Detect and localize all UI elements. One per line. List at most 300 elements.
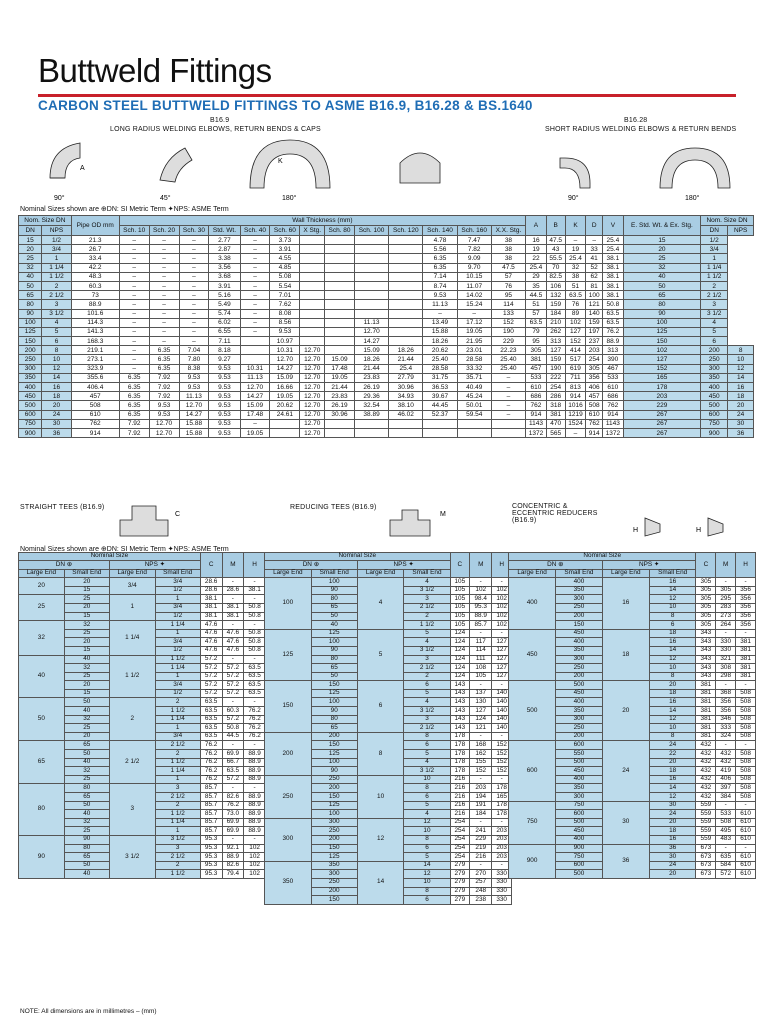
table-row bbox=[19, 428, 754, 437]
table-cell: 90 bbox=[19, 309, 42, 318]
table-cell: 47.6 bbox=[200, 646, 222, 655]
table-cell: – bbox=[179, 318, 209, 327]
table-cell: 406.4 bbox=[71, 383, 119, 392]
c-header: C bbox=[696, 553, 716, 578]
table-row bbox=[19, 835, 266, 844]
table-cell: 38.10 bbox=[389, 401, 423, 410]
table-row bbox=[19, 392, 754, 401]
table-cell: 81 bbox=[586, 281, 603, 290]
table-cell: - bbox=[716, 844, 736, 853]
table-cell: 42.2 bbox=[71, 263, 119, 272]
table-row bbox=[19, 281, 754, 290]
table-cell: 39.67 bbox=[423, 392, 457, 401]
table-cell: 100 bbox=[586, 291, 603, 300]
table-cell: 1 1/4 bbox=[701, 263, 728, 272]
table-cell: 114.3 bbox=[71, 318, 119, 327]
table-cell: 100 bbox=[623, 318, 700, 327]
table-cell bbox=[389, 281, 423, 290]
table-cell: 900 bbox=[19, 428, 42, 437]
table-cell: - bbox=[736, 681, 756, 690]
table-cell: 5 bbox=[701, 327, 728, 336]
small-end-header: Small End bbox=[155, 569, 200, 577]
table-cell: 18 bbox=[649, 827, 696, 836]
table-cell: 124 bbox=[470, 715, 492, 724]
table-cell: 89 bbox=[565, 309, 586, 318]
std-label-b169: B16.9 bbox=[210, 117, 230, 124]
table-cell: 750 bbox=[509, 801, 556, 844]
table-cell: 88.9 bbox=[244, 775, 266, 784]
table-cell: 76 bbox=[491, 281, 525, 290]
table-cell: 350 bbox=[556, 707, 603, 716]
table-cell bbox=[325, 300, 355, 309]
table-cell: - bbox=[470, 732, 492, 741]
table-cell: 20 bbox=[602, 681, 649, 741]
table-cell: 3/4 bbox=[155, 681, 200, 690]
table-cell: 300 bbox=[556, 655, 603, 664]
table-cell: 508 bbox=[736, 689, 756, 698]
table-cell: 432 bbox=[696, 767, 716, 776]
table-cell: 3 bbox=[155, 844, 200, 853]
table-cell bbox=[389, 236, 423, 245]
table-cell: 200 bbox=[311, 784, 357, 793]
table-cell: 6 bbox=[404, 793, 450, 802]
table-cell bbox=[240, 355, 270, 364]
table-cell: 12 bbox=[404, 818, 450, 827]
table-cell: 26.7 bbox=[71, 245, 119, 254]
table-cell: 38.1 bbox=[200, 595, 222, 604]
table-cell: 88.9 bbox=[222, 853, 244, 862]
table-cell: 25 bbox=[64, 775, 109, 784]
table-cell: 254 bbox=[450, 818, 470, 827]
table-cell: – bbox=[240, 309, 270, 318]
table-cell: 381 bbox=[736, 646, 756, 655]
table-cell: 152 bbox=[623, 364, 700, 373]
table-cell: 197 bbox=[586, 327, 603, 336]
sch-header: Sch. 40 bbox=[240, 226, 270, 236]
table-cell: – bbox=[179, 337, 209, 346]
table-cell: 76.2 bbox=[244, 732, 266, 741]
table-cell: 600 bbox=[556, 861, 603, 870]
table-cell: 508 bbox=[586, 401, 603, 410]
table-cell: 273 bbox=[716, 612, 736, 621]
table-cell bbox=[300, 245, 325, 254]
table-cell: - bbox=[222, 784, 244, 793]
table-cell: 140 bbox=[492, 724, 512, 733]
table-cell: 150 bbox=[311, 793, 357, 802]
table-cell bbox=[354, 428, 388, 437]
table-cell: 300 bbox=[19, 364, 42, 373]
table-cell: 125 bbox=[311, 801, 357, 810]
table-cell: 279 bbox=[450, 861, 470, 870]
table-cell: 6 bbox=[404, 741, 450, 750]
table-cell: 300 bbox=[311, 818, 357, 827]
table-cell: 23.83 bbox=[354, 373, 388, 382]
table-cell: 3.38 bbox=[209, 254, 240, 263]
nom-size-header: Nom. Size DN bbox=[19, 216, 72, 226]
table-cell: 3 bbox=[155, 784, 200, 793]
table-cell: 610 bbox=[736, 853, 756, 862]
table-cell: 50.8 bbox=[602, 300, 623, 309]
table-cell: 9.53 bbox=[209, 392, 240, 401]
table-cell: 2 bbox=[404, 672, 450, 681]
table-cell: 333 bbox=[716, 724, 736, 733]
table-cell: 88.9 bbox=[244, 793, 266, 802]
table-cell: 85.7 bbox=[200, 827, 222, 836]
table-cell bbox=[300, 300, 325, 309]
table-cell: 178 bbox=[623, 383, 700, 392]
table-cell: 610 bbox=[526, 383, 547, 392]
table-cell: 18 bbox=[649, 689, 696, 698]
table-cell: 6 bbox=[404, 681, 450, 690]
table-cell: 6.02 bbox=[209, 318, 240, 327]
table-cell: 102 bbox=[623, 346, 700, 355]
table-cell bbox=[389, 291, 423, 300]
table-cell: 17.12 bbox=[457, 318, 491, 327]
table-cell: 29.36 bbox=[354, 392, 388, 401]
table-cell bbox=[300, 254, 325, 263]
table-cell: 24 bbox=[42, 410, 71, 419]
table-cell: 250 bbox=[701, 355, 728, 364]
table-cell: 47.6 bbox=[200, 629, 222, 638]
table-cell: 102 bbox=[244, 853, 266, 862]
footnote: NOTE: All dimensions are in millimetres – (mm) bbox=[20, 1008, 157, 1015]
table-cell: 9.09 bbox=[457, 254, 491, 263]
table-cell: 3 1/2 bbox=[42, 309, 71, 318]
table-cell: - bbox=[222, 741, 244, 750]
table-cell bbox=[270, 428, 300, 437]
table-cell: 559 bbox=[696, 835, 716, 844]
table-cell: 673 bbox=[696, 853, 716, 862]
table-cell: 2 1/2 bbox=[155, 853, 200, 862]
table-cell: 36 bbox=[728, 428, 754, 437]
table-row bbox=[19, 254, 754, 263]
table-cell: 381 bbox=[696, 724, 716, 733]
table-cell: 125 bbox=[311, 750, 357, 759]
table-cell: 11.07 bbox=[457, 281, 491, 290]
table-cell: 14 bbox=[357, 861, 404, 904]
table-cell: 50.01 bbox=[457, 401, 491, 410]
table-cell: 1372 bbox=[526, 428, 547, 437]
table-row bbox=[265, 629, 512, 638]
table-cell: 900 bbox=[509, 844, 556, 878]
table-cell: 305 bbox=[696, 578, 716, 587]
table-cell: – bbox=[240, 245, 270, 254]
table-cell: 559 bbox=[696, 827, 716, 836]
table-cell: 6.35 bbox=[149, 346, 179, 355]
table-cell: 88.9 bbox=[244, 767, 266, 776]
table-cell: 50 bbox=[64, 801, 109, 810]
table-cell: 47.5 bbox=[491, 263, 525, 272]
table-cell: 3 bbox=[109, 784, 155, 836]
table-cell: 16 bbox=[526, 236, 547, 245]
table-cell bbox=[354, 272, 388, 281]
table-cell: 673 bbox=[696, 870, 716, 879]
table-cell: 11.13 bbox=[240, 373, 270, 382]
table-cell: 20.62 bbox=[423, 346, 457, 355]
table-cell: 432 bbox=[696, 793, 716, 802]
table-cell: 250 bbox=[311, 775, 357, 784]
table-cell: 30 bbox=[602, 801, 649, 844]
table-cell: 124 bbox=[450, 655, 470, 664]
table-cell: 44.5 bbox=[222, 732, 244, 741]
table-row bbox=[19, 272, 754, 281]
table-cell: 85.7 bbox=[200, 818, 222, 827]
table-cell bbox=[389, 245, 423, 254]
table-cell: 350 bbox=[556, 646, 603, 655]
table-cell: 16 bbox=[728, 383, 754, 392]
table-cell: 30.96 bbox=[389, 383, 423, 392]
table-cell: 1/2 bbox=[155, 646, 200, 655]
table-cell: 28.6 bbox=[200, 578, 222, 587]
table-cell: 300 bbox=[265, 818, 312, 861]
table-cell: 8.56 bbox=[270, 318, 300, 327]
table-cell: 1/2 bbox=[155, 689, 200, 698]
table-cell: - bbox=[716, 741, 736, 750]
table-cell: 36 bbox=[602, 844, 649, 878]
table-cell: 150 bbox=[623, 337, 700, 346]
table-cell: 76.2 bbox=[200, 741, 222, 750]
dim-e-header: E. Std. Wt. & Ex. Stg. bbox=[623, 216, 700, 236]
table-cell: 26.19 bbox=[325, 401, 355, 410]
table-cell: 313 bbox=[546, 337, 565, 346]
table-cell: 38.1 bbox=[602, 272, 623, 281]
table-cell: 250 bbox=[19, 355, 42, 364]
table-cell: 508 bbox=[736, 793, 756, 802]
table-cell: 40 bbox=[64, 655, 109, 664]
table-cell: 111 bbox=[470, 655, 492, 664]
label-90-short: 90° bbox=[568, 195, 579, 202]
table-cell: 100 bbox=[311, 698, 357, 707]
table-cell: 321 bbox=[716, 655, 736, 664]
table-cell: 140 bbox=[492, 707, 512, 716]
table-cell: 9.53 bbox=[209, 383, 240, 392]
table-cell: 19.05 bbox=[240, 428, 270, 437]
table-cell: 1/2 bbox=[42, 236, 71, 245]
table-cell: 32 bbox=[64, 715, 109, 724]
table-cell: - bbox=[492, 629, 512, 638]
table-cell: 20 bbox=[649, 758, 696, 767]
table-cell: 30 bbox=[42, 419, 71, 428]
table-cell: 28.58 bbox=[423, 364, 457, 373]
sch-header: X Stg. bbox=[300, 226, 325, 236]
table-cell: 200 bbox=[311, 835, 357, 844]
table-cell: 432 bbox=[696, 758, 716, 767]
table-cell: 10 bbox=[404, 827, 450, 836]
table-cell: 6 bbox=[357, 681, 404, 733]
table-cell: 6 bbox=[649, 621, 696, 630]
table-cell: 194 bbox=[470, 793, 492, 802]
table-cell bbox=[240, 346, 270, 355]
table-cell: 8 bbox=[404, 887, 450, 896]
table-cell bbox=[300, 337, 325, 346]
table-cell: 90 bbox=[19, 835, 65, 878]
table-cell: 12.70 bbox=[300, 373, 325, 382]
table-cell: 50.8 bbox=[244, 603, 266, 612]
table-cell: 3 1/2 bbox=[404, 707, 450, 716]
table-cell: 250 bbox=[311, 827, 357, 836]
table-cell bbox=[389, 300, 423, 309]
table-cell: 150 bbox=[19, 337, 42, 346]
table-row bbox=[265, 775, 512, 784]
table-cell: 7.47 bbox=[457, 236, 491, 245]
table-cell: 308 bbox=[716, 664, 736, 673]
table-cell bbox=[325, 346, 355, 355]
table-cell: 406 bbox=[586, 383, 603, 392]
table-cell: 15.09 bbox=[240, 401, 270, 410]
table-cell: 76.2 bbox=[244, 707, 266, 716]
table-cell bbox=[300, 318, 325, 327]
table-cell: 305 bbox=[526, 346, 547, 355]
table-cell: 36 bbox=[649, 844, 696, 853]
nom-size-header-right: Nom. Size DN bbox=[701, 216, 754, 226]
table-cell: 16.66 bbox=[270, 383, 300, 392]
table-cell: 102 bbox=[244, 870, 266, 879]
large-end-header: Large End bbox=[265, 569, 312, 577]
table-cell: 414 bbox=[565, 346, 586, 355]
table-cell: 635 bbox=[716, 853, 736, 862]
table-cell: 127 bbox=[623, 355, 700, 364]
table-cell: 14.02 bbox=[457, 291, 491, 300]
table-cell: 406 bbox=[716, 775, 736, 784]
table-cell: 18 bbox=[602, 629, 649, 681]
table-cell: 4 bbox=[404, 810, 450, 819]
large-end-header: Large End bbox=[509, 569, 556, 577]
table-cell: 15.24 bbox=[457, 300, 491, 309]
table-cell: 9.53 bbox=[209, 401, 240, 410]
table-cell: 517 bbox=[565, 355, 586, 364]
tees-table-3 bbox=[508, 552, 756, 879]
table-cell: 15.09 bbox=[325, 355, 355, 364]
table-cell: 50 bbox=[623, 281, 700, 290]
label-90: 90° bbox=[54, 195, 65, 202]
table-cell: 6.35 bbox=[423, 263, 457, 272]
table-cell: 3 bbox=[701, 300, 728, 309]
dim-d-header: D bbox=[586, 216, 603, 236]
table-cell bbox=[240, 337, 270, 346]
table-cell: 8.18 bbox=[209, 346, 240, 355]
table-cell: 32 bbox=[64, 621, 109, 630]
table-cell: 508 bbox=[736, 724, 756, 733]
table-cell: 51 bbox=[565, 281, 586, 290]
table-cell: 381 bbox=[736, 655, 756, 664]
table-cell: 20 bbox=[64, 681, 109, 690]
table-cell: 8 bbox=[404, 835, 450, 844]
table-cell: 127 bbox=[470, 707, 492, 716]
table-cell: 127 bbox=[492, 638, 512, 647]
table-cell bbox=[423, 419, 457, 428]
table-cell: 508 bbox=[736, 715, 756, 724]
nps-header: NPS ✦ bbox=[109, 561, 200, 569]
dim-a: A bbox=[80, 165, 85, 172]
table-cell: 12 bbox=[649, 595, 696, 604]
table-cell: 44.5 bbox=[526, 291, 547, 300]
table-cell bbox=[354, 309, 388, 318]
table-cell: 7.62 bbox=[270, 300, 300, 309]
table-cell: 500 bbox=[556, 870, 603, 879]
table-cell: 12.70 bbox=[354, 327, 388, 336]
table-cell: 57.2 bbox=[200, 655, 222, 664]
table-cell: 356 bbox=[736, 586, 756, 595]
table-cell: 38 bbox=[491, 236, 525, 245]
table-cell: – bbox=[119, 346, 149, 355]
table-cell: 1 bbox=[155, 724, 200, 733]
table-cell bbox=[325, 245, 355, 254]
table-cell: 300 bbox=[556, 595, 603, 604]
nominal-size-header: Nominal Size bbox=[509, 553, 696, 561]
table-cell: 1 1/4 bbox=[109, 621, 155, 655]
table-cell: 80 bbox=[623, 300, 700, 309]
table-cell: 130 bbox=[470, 698, 492, 707]
table-cell: 356 bbox=[736, 621, 756, 630]
table-cell: 24 bbox=[649, 810, 696, 819]
table-row bbox=[19, 401, 754, 410]
table-cell: 279 bbox=[450, 887, 470, 896]
table-cell bbox=[300, 327, 325, 336]
table-cell: 1 1/4 bbox=[155, 664, 200, 673]
table-cell: – bbox=[565, 236, 586, 245]
table-cell: – bbox=[149, 254, 179, 263]
table-cell: 38.89 bbox=[354, 410, 388, 419]
table-cell: 250 bbox=[556, 724, 603, 733]
table-cell: 2 1/2 bbox=[155, 793, 200, 802]
table-cell: 127 bbox=[492, 655, 512, 664]
table-cell: 270 bbox=[470, 870, 492, 879]
table-cell: 813 bbox=[565, 383, 586, 392]
table-cell: 14 bbox=[649, 707, 696, 716]
table-cell: 150 bbox=[311, 741, 357, 750]
table-cell: 125 bbox=[311, 629, 357, 638]
table-cell: 283 bbox=[716, 603, 736, 612]
table-cell: 38.1 bbox=[244, 586, 266, 595]
table-cell: – bbox=[240, 272, 270, 281]
table-row bbox=[265, 681, 512, 690]
table-cell: – bbox=[149, 245, 179, 254]
table-cell: 16 bbox=[649, 638, 696, 647]
table-cell: - bbox=[470, 629, 492, 638]
table-cell: 15.88 bbox=[179, 419, 209, 428]
table-cell: 508 bbox=[71, 401, 119, 410]
table-cell: 114 bbox=[491, 300, 525, 309]
table-cell: 508 bbox=[736, 707, 756, 716]
table-cell: 257 bbox=[470, 878, 492, 887]
table-cell: 63.5 bbox=[244, 681, 266, 690]
table-cell: 9.53 bbox=[423, 291, 457, 300]
table-cell: - bbox=[736, 844, 756, 853]
table-cell: 368 bbox=[716, 689, 736, 698]
table-cell: 343 bbox=[696, 646, 716, 655]
table-cell: 16 bbox=[649, 835, 696, 844]
table-cell: 900 bbox=[701, 428, 728, 437]
h-header: H bbox=[492, 553, 512, 578]
label-180-short: 180° bbox=[685, 195, 700, 202]
table-cell: 8 bbox=[649, 612, 696, 621]
table-cell: 85.7 bbox=[470, 621, 492, 630]
table-cell: 305 bbox=[716, 586, 736, 595]
table-cell: 100 bbox=[265, 578, 312, 630]
table-cell: 50 bbox=[19, 281, 42, 290]
table-cell bbox=[354, 419, 388, 428]
table-cell: 6.35 bbox=[423, 254, 457, 263]
table-cell: 3.73 bbox=[270, 236, 300, 245]
table-cell: 18.26 bbox=[354, 355, 388, 364]
table-cell: 9.53 bbox=[270, 327, 300, 336]
table-cell: 5 bbox=[404, 629, 450, 638]
sch-header: Sch. 10 bbox=[119, 226, 149, 236]
table-cell: 12 bbox=[404, 870, 450, 879]
small-end-header: Small End bbox=[311, 569, 357, 577]
table-cell: 124 bbox=[450, 629, 470, 638]
table-cell: 69.9 bbox=[222, 818, 244, 827]
